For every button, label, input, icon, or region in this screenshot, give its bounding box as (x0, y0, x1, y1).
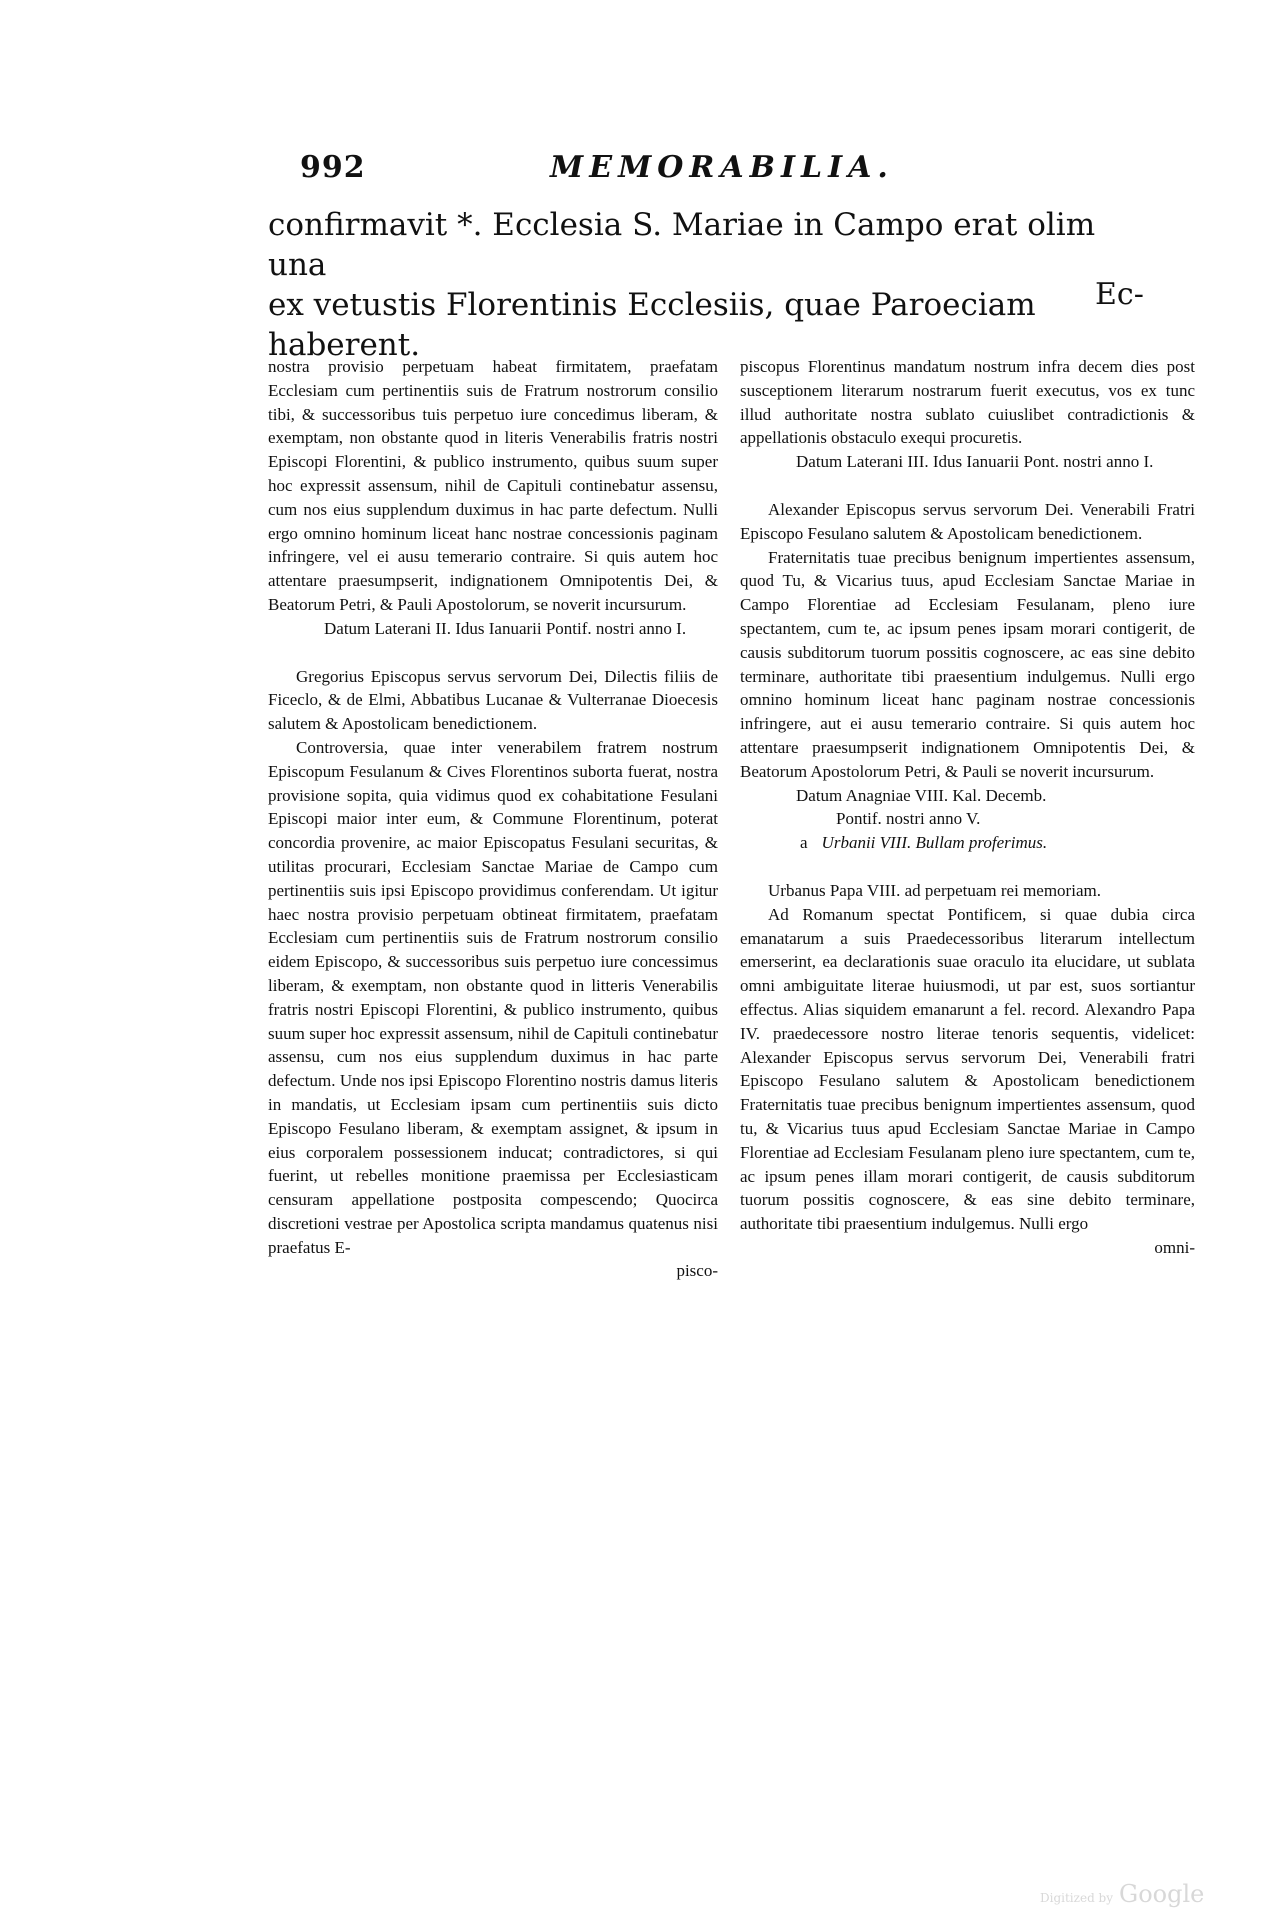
left-column (268, 355, 718, 1283)
right-catchword: omni- (1154, 1237, 1195, 1257)
left-paragraph-1: nostra provisio perpetuam habeat firmitatem, praefatam Ecclesiam cum pertinentiis suis de Fratrum nostrorum consilio tibi, & successoribus tuis perpetuo iure concedimus liberam, & exemptam, non obstante quod in literis Venerabilis fratris nostri Episcopi Florentini, & publico instrumento, quibus suum super hoc expressit assensum, nihil de Capituli continebatur assensu, cum nos eius supplendum duximus in hac parte defectum. Nulli ergo omnino hominum liceat hanc nostrae concessionis paginam infringere, vel ei ausu temerario contraire. Si quis autem hoc attentare praesumpserit, indignationem Omnipotentis Dei, & Beatorum Petri, & Pauli Apostolorum, se noverit incursurum. (268, 357, 718, 614)
left-catchword: pisco- (676, 1261, 718, 1281)
right-paragraph-3: Ad Romanum spectat Pontificem, si quae dubia circa emanatarum a suis Praedecessoribus literarum intellectum emerserint, ea declarationis suae oraculo ita elucidare, ut sublata omni ambiguitate literae huiusmodi, ut par est, suos sortiantur effectus. Alias siquidem emanarunt a fel. record. Alexandro Papa IV. praedecessore nostro literae tenoris sequentis, videlicet: Alexander Episcopus servus servorum Dei, Venerabili fratri Episcopo Fesulano salutem & Apostolicam benedictionem Fraternitatis tuae precibus benignum impertientes assensum, quod tu, & Vicarius tuus apud Ecclesiam Sanctae Mariae in Campo Florentiae ad Ecclesiam Fesulanam pleno iure spectantem, cum te, ac ipsum penes illam morari contigerit, de causis subditorum tuorum possitis cognoscere, & eas sine debito terminare, authoritate tibi praesentium indulgemus. Nulli ergo (740, 904, 1195, 1234)
watermark-brand: Google (1119, 1880, 1205, 1908)
right-date-2a: Datum Anagniae VIII. Kal. Decemb. (796, 785, 1047, 805)
footnote-text: Urbanii VIII. Bullam proferimus. (821, 833, 1048, 853)
continuation-text (268, 205, 1148, 365)
footnote-mark: a (800, 833, 808, 853)
right-date-1: Datum Laterani III. Idus Ianuarii Pont. nostri anno I. (796, 452, 1154, 472)
right-address: Alexander Episcopus servus servorum Dei. Venerabili Fratri Episcopo Fesulano salutem & Apostolicam benedictionem. (740, 499, 1195, 543)
left-date-1: Datum Laterani II. Idus Ianuarii Pontif. nostri anno I. (324, 618, 687, 638)
left-address: Gregorius Episcopus servus servorum Dei, Dilectis filiis de Ficeclo, & de Elmi, Abbatibus Lucanae & Vulterranae Dioecesis salutem & Apostolicam benedictionem. (268, 666, 718, 734)
page-header (300, 150, 1288, 190)
right-paragraph-2: Fraternitatis tuae precibus benignum impertientes assensum, quod Tu, & Vicarius tuus, apud Ecclesiam Sanctae Mariae in Campo Florentiae ad Ecclesiam Fesulanam, pleno iure spectantem, cum te, ac ipsum penes ipsam morari contigerit, de causis subditorum tuorum possitis cognoscere, ac eas sine debito terminare, authoritate tibi praesentium indulgemus. Nulli ergo omnino hominum liceat hanc paginam nostrae concessionis infringere, aut ei ausu temerario contraire. Si quis autem hoc attentare praesumpserit indignationem Omnipotentis Dei, & Beatorum Apostolorum Petri, & Pauli se noverit incursurum. (740, 547, 1195, 781)
page-number: 992 (300, 150, 366, 185)
continuation-line-2: ex vetustis Florentinis Ecclesiis, quae Paroeciam haberent. (268, 287, 1036, 363)
left-paragraph-2: Controversia, quae inter venerabilem fratrem nostrum Episcopum Fesulanum & Cives Florentinos suborta fuerat, nostra provisione sopita, quia vidimus quod ex cohabitatione Fesulani Episcopi maior inter eum, & Commune Florentinum, poterat concordia provenire, ac maior Episcopatus Fesulani securitas, & utilitas procurari, Ecclesiam Sanctae Mariae de Campo cum pertinentiis suis ipsi Episcopo providimus conferendam. Ut igitur haec nostra provisio perpetuam obtineat firmitatem, praefatam Ecclesiam cum pertinentiis suis de Fratrum nostrorum consilio eidem Episcopo, & successoribus suis perpetuo iure concessimus liberam, & exemptam, non obstante quod in litteris Venerabilis fratris nostri Episcopi Florentini, & publico instrumento, quibus suum super hoc expressit assensum, nihil de Capituli continebatur assensu, cum nos eius supplendum duximus in hac parte defectum. Unde nos ipsi Episcopo Florentino nostris damus literis in mandatis, ut Ecclesiam ipsam cum pertinentiis suis dicto Episcopo Fesulano liberam, & exemptam assignet, & ipsum in eius corporalem possessionem inducat; contradictores, si qui fuerint, ut rebelles monitione praemissa per Ecclesiasticam censuram appellatione postposita compescendo; Quocirca discretioni vestrae per Apostolica scripta mandamus quatenus nisi praefatus E- (268, 737, 718, 1257)
watermark-prefix: Digitized by (1040, 1891, 1114, 1905)
running-title: MEMORABILIA. (550, 150, 894, 185)
right-date-2b: Pontif. nostri anno V. (836, 809, 981, 829)
footnote (740, 831, 1195, 855)
continuation-line-1: confirmavit *. Ecclesia S. Mariae in Campo erat olim una (268, 207, 1096, 283)
watermark (1040, 1880, 1204, 1908)
catchword-top: Ec- (1095, 277, 1144, 312)
right-address-2: Urbanus Papa VIII. ad perpetuam rei memoriam. (768, 880, 1101, 900)
right-paragraph-1: piscopus Florentinus mandatum nostrum infra decem dies post susceptionem literarum nostrarum fuerit executus, vos ex tunc illud authoritate nostra sublato cuiuslibet contradictionis & appellationis obstaculo exequi procuretis. (740, 357, 1195, 448)
right-column (740, 355, 1195, 1260)
